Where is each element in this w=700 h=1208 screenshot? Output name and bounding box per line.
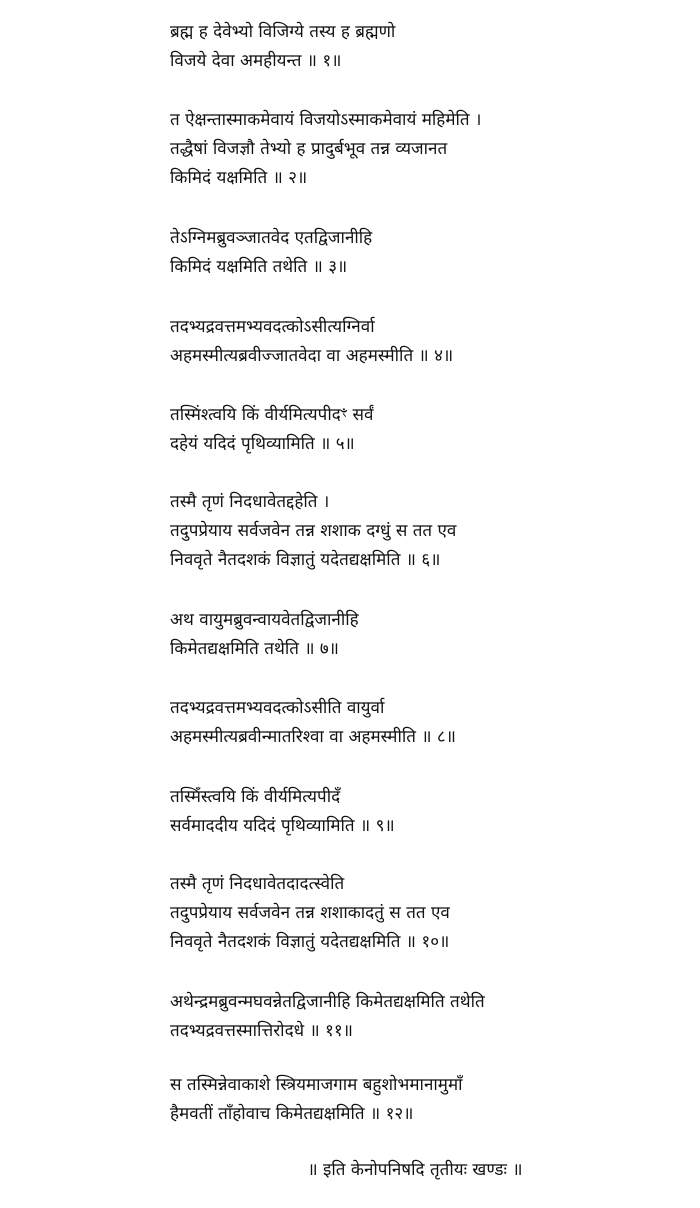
verse-line: तेऽग्निमब्रुवञ्जातवेद एतद्विजानीहि	[170, 228, 373, 248]
verse-line: तस्मिँस्त्वयि किं वीर्यमित्यपीदँ	[170, 787, 341, 807]
verse-line: अथ वायुमब्रुवन्वायवेतद्विजानीहि	[170, 610, 359, 630]
verse-line: हैमवतीं ताँहोवाच किमेतद्यक्षमिति ॥ १२॥	[170, 1104, 414, 1124]
verse-6	[170, 488, 680, 575]
verse-11	[170, 988, 680, 1046]
verse-line: तदभ्यद्रवत्तमभ्यवदत्कोऽसीति वायुर्वा	[170, 698, 385, 718]
verse-line: ब्रह्म ह देवेभ्यो विजिग्ये तस्य ह ब्रह्मणो	[170, 22, 396, 42]
verse-line: तदभ्यद्रवत्तस्मात्तिरोदधे ॥ ११॥	[170, 1021, 353, 1041]
verse-1	[170, 18, 680, 76]
verse-line: विजये देवा अमहीयन्त ॥ १॥	[170, 51, 342, 71]
verse-line: तदुपप्रेयाय सर्वजवेन तन्न शशाकादतुं स तत एव	[170, 903, 450, 923]
verse-line: तद्धैषां विजज्ञौ तेभ्यो ह प्रादुर्बभूव तन्न व्यजानत	[170, 139, 448, 159]
verse-line: तस्मै तृणं निदधावेतदादत्स्वेति	[170, 874, 345, 894]
verse-line: किमिदं यक्षमिति ॥ २॥	[170, 168, 308, 188]
verse-line: तदभ्यद्रवत्तमभ्यवदत्कोऽसीत्यग्निर्वा	[170, 317, 375, 337]
verse-line: अहमस्मीत्यब्रवीन्मातरिश्वा वा अहमस्मीति ॥ ८॥	[170, 727, 456, 747]
verse-7	[170, 606, 680, 664]
verse-line: दहेयं यदिदं पृथिव्यामिति ॥ ५॥	[170, 434, 355, 454]
verse-line: किमिदं यक्षमिति तथेति ॥ ३॥	[170, 257, 348, 277]
verse-12	[170, 1071, 680, 1129]
verse-line: तस्मिंश्त्वयि किं वीर्यमित्यपीदꣳ सर्वं	[170, 405, 374, 425]
verse-line: त ऐक्षन्तास्माकमेवायं विजयोऽस्माकमेवायं महिमेति ।	[170, 110, 482, 130]
verse-line: तदुपप्रेयाय सर्वजवेन तन्न शशाक दग्धुं स तत एव	[170, 521, 457, 541]
verse-4	[170, 313, 680, 371]
verse-line: अहमस्मीत्यब्रवीज्जातवेदा वा अहमस्मीति ॥ ४॥	[170, 346, 454, 366]
section-colophon: ॥ इति केनोपनिषदि तृतीयः खण्डः ॥	[307, 1160, 523, 1180]
verse-line: तस्मै तृणं निदधावेतद्दहेति ।	[170, 492, 330, 512]
verse-10	[170, 870, 680, 957]
verse-line: किमेतद्यक्षमिति तथेति ॥ ७॥	[170, 639, 339, 659]
verse-3	[170, 224, 680, 282]
verse-line: स तस्मिन्नेवाकाशे स्त्रियमाजगाम बहुशोभमानामुमाँ	[170, 1075, 463, 1095]
verse-line: निववृते नैतदशकं विज्ञातुं यदेतद्यक्षमिति ॥ ६॥	[170, 550, 441, 570]
verse-line: निववृते नैतदशकं विज्ञातुं यदेतद्यक्षमिति ॥ १०॥	[170, 932, 450, 952]
verse-5	[170, 401, 680, 459]
verse-line: अथेन्द्रमब्रुवन्मघवन्नेतद्विजानीहि किमेतद्यक्षमिति तथेति	[170, 992, 485, 1012]
verse-2	[170, 106, 680, 193]
verse-9	[170, 783, 680, 841]
verse-8	[170, 694, 680, 752]
verse-line: सर्वमाददीय यदिदं पृथिव्यामिति ॥ ९॥	[170, 816, 395, 836]
